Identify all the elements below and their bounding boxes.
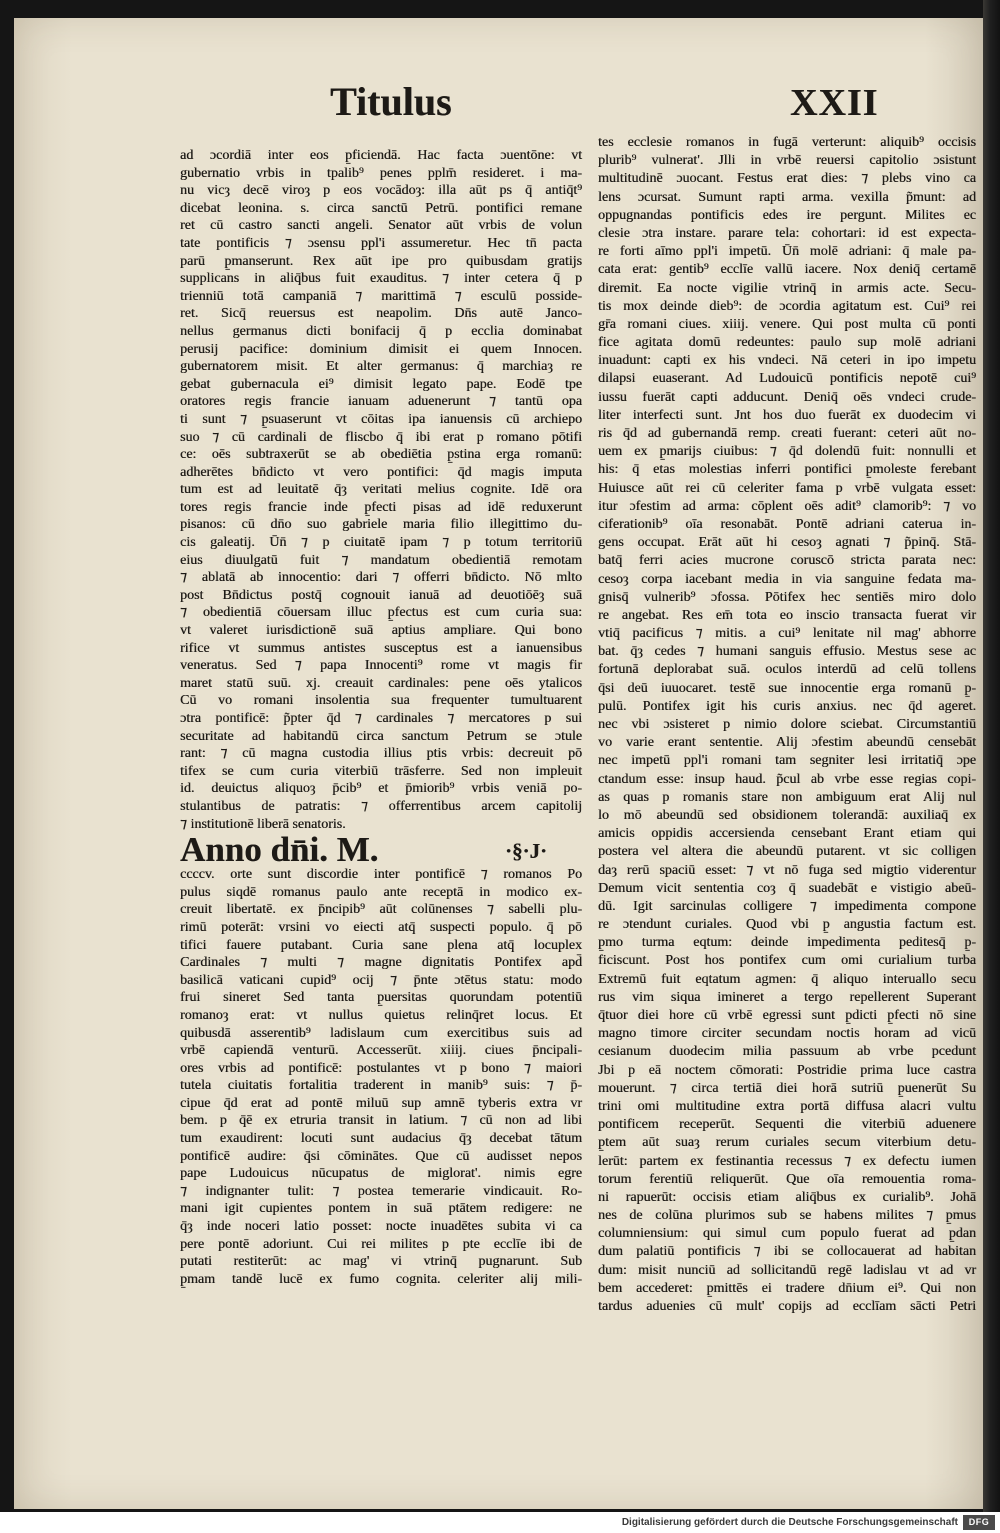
text-line: Cū vo romani insolentia sua frequenter tumultuarent [180, 693, 582, 709]
text-line: liter interfecti sunt. Jnt hos duo fuerāt ex duodecim vi [598, 407, 976, 423]
text-line: rant: ⁊ cū magna custodia illius ptis vrbis: decreuit pō [180, 746, 582, 762]
text-line: tum est ad leuitatē q̄ȝ veritati melius cognite. Idē ora [180, 482, 582, 498]
text-line: amicis oppidis accersienda censebant Erant etiam qui [598, 826, 976, 842]
text-line: tores regis francie inde p̱fecti pisas ad idē reduxerunt [180, 499, 582, 515]
text-line: ores vrbis ad pontificē: postulantes vt p bono ⁊ maiori [180, 1060, 582, 1076]
text-line: plurib⁹ vulnerat'. Jlli in vrbē reuersi capitolio ɔsistunt [598, 153, 976, 169]
text-line: q̄tuor diei hore cū vrbē egressi sunt p̱dicti p̱fecti nō sine [598, 1008, 976, 1023]
text-line: tifex se cum curia viterbiū trāsferre. Sed non impleuit [180, 763, 582, 779]
left-column-text-bottom [180, 866, 582, 1288]
text-line: mouerunt. ⁊ circa tertiā diei horā sutriū p̱uenerūt Su [598, 1080, 976, 1096]
text-line: diremit. Ea nocte vigilie vtrinq̄ in armis acte. Secu- [598, 280, 976, 296]
text-line: dum: misit nunciū ad sollicitandū regē ladislau vt ad vr [598, 1262, 976, 1278]
text-line: tis mox deinde dieb⁹: de ɔcordia agitatum est. Cui⁹ rei [598, 298, 976, 314]
text-line: ce: oēs subtraxerūt se ab obediētia p̱stina erga romanū: [180, 447, 582, 463]
text-line: ⁊ institutionē liberā senatoris. [180, 816, 346, 832]
text-line: dum palatiū pontificis ⁊ ibi se collocauerat ad habitan [598, 1244, 976, 1260]
text-line: perusij pacifice: dominium dimisit ei quem Innocen. [180, 341, 582, 357]
text-line: bem. p q̄ē ex etruria transit in latium. ⁊ cū non ad libi [180, 1113, 582, 1129]
text-line: securitate ad habitandū circa sanctum Petrum se ɔtule [180, 728, 582, 744]
text-line: postera vel altera die abeundū putarent. vt sic colligen [598, 844, 976, 860]
right-column-text [598, 134, 976, 1316]
text-line: cipue q̄d erat ad pontē miluū sup amnē tyberis extra vr [180, 1095, 582, 1111]
text-line: dū. Igit sarcinulas colligere ⁊ impedimenta compone [598, 898, 976, 914]
left-column [180, 147, 582, 1288]
text-line: dicebat leonina. s. circa sanctū Petrū. pontifici remane [180, 200, 582, 216]
text-line: re ɔtendunt curiales. Quod vbi p̱ angustia factum est. [598, 917, 976, 933]
text-line: lo mō abeundū sed obsidionem tolerandā: auxiliaq̄ ex [598, 807, 976, 823]
scan-edge [983, 0, 1000, 1512]
text-line: basilicā vaticani cupid⁹ ocij ⁊ p̄nte ɔtētus statu: modo [180, 972, 582, 988]
text-line: supplicans in aliq̄bus fuit exauditus. ⁊ inter cetera q̄ p [180, 271, 582, 287]
text-line: nes de colūna plurimos sub se habens milites ⁊ p̱mus [598, 1208, 976, 1224]
text-line: fortunā deplorabat suā. oculos interdū ad celū tollens [598, 662, 976, 678]
text-line: trienniū totā campaniā ⁊ marittimā ⁊ esculū posside- [180, 288, 582, 304]
text-line: re angebat. Res em̄ tota eo inscio transacta fuerat vir [598, 607, 976, 623]
section-mark: ·§·J· [505, 839, 548, 864]
text-line: magno timore circiter secundam noctis horam ad vicū [598, 1026, 976, 1042]
text-line: mani igit cupientes pontem in suā ptātem redigere: ne [180, 1201, 582, 1217]
text-line: fice agitata domū redeuntes: paulo sup molē adriani [598, 335, 976, 351]
footer-credit: Digitalisierung gefördert durch die Deutsche Forschungsgemeinschaft [621, 1517, 958, 1528]
dfg-logo: DFG [963, 1515, 995, 1530]
text-line: tate pontificis ⁊ ɔsensu ppl'i assumeretur. Hec tn̄ pacta [180, 235, 582, 251]
text-line: oppugnandas pontificis edes ire pergunt. Milites ec [598, 207, 976, 223]
text-line: gubernatorem misit. Et alter germanus: q̄ marchiaȝ re [180, 359, 582, 375]
text-line: nellus germanus dicti bonifacij q̄ p ecclia dominabat [180, 323, 582, 339]
text-line: gubernatio vrbis in tpalib⁹ penes pplm̄ resideret. i ma- [180, 165, 582, 181]
text-line: quibusdā asserentib⁹ ladislaum cum exercitibus suis ad [180, 1025, 582, 1041]
text-line: adherētes bn̄dicto vt vero pontifici: q̄d magis imputa [180, 464, 582, 480]
text-line: cesoȝ corpa iacebant media in via sanguine fedata ma- [598, 571, 976, 587]
year-heading: Anno dn̄i. M. [180, 830, 379, 870]
text-line: iussu fuerāt capti adducunt. Deniq̄ oēs vndeci crude- [598, 389, 976, 405]
text-line: ciferationib⁹ oīa resonabāt. Pontē adriani caterua in- [598, 516, 976, 532]
text-line: pisanos: cū dn̄o suo gabriele maria filio illegittimo du- [180, 517, 582, 533]
text-line: his: q̄ etas molestias inferri pontifici p̱moleste ferebant [598, 462, 976, 478]
text-line: ficiscunt. Post hos pontifex cum omi curialium turba [598, 953, 976, 969]
text-line: as quas p romanis stare non ambiguum erat Alij nul [598, 789, 976, 805]
left-column-text-top [180, 147, 582, 833]
text-line: daȝ rerū spaciū esset: ⁊ vt nō fuga sed migtio viderentur [598, 862, 976, 878]
text-line: romanoȝ erat: vt nullus quietus relinq̄ret locus. Et [180, 1007, 582, 1023]
text-line: tes ecclesie romanos in fugā verterunt: aliquib⁹ occisis [598, 135, 976, 150]
text-line: p̱mam tandē lucē ex fumo cognita. celeriter alij mili- [180, 1271, 582, 1287]
text-line: nec impetū ppl'i romani tam segniter lesi irritatiq̄ ɔpe [598, 753, 976, 769]
text-line: gnisq̄ vulnerib⁹ ɔfossa. Pōtifex hec sentiēs miro dolo [598, 589, 976, 605]
text-line: ret cū castro sancti angeli. Senator aūt vrbis de volun [180, 218, 582, 234]
text-line: frui sineret Sed tanta p̱uersitas quorundam potentiū [180, 990, 582, 1006]
text-line: eius diuulgatū fuit ⁊ mandatum obedientiā remotam [180, 552, 582, 568]
text-line: tum exaudirent: locuti sunt audacius q̄ȝ decebat tātum [180, 1131, 582, 1147]
text-line: bem accederet: p̱mittēs ei tradere dn̄ium ei⁹. Qui non [598, 1280, 976, 1296]
text-line: lerūt: partem ex festinantia recessus ⁊ ex defectu iumen [598, 1153, 976, 1169]
text-line: batq̄ ferri acies mucrone coruscō stricta parata nec: [598, 553, 976, 569]
text-line: pere pontē adoriunt. Cui rei milites p pte ecclīe ibi de [180, 1236, 582, 1252]
text-line: vt valeret iurisdictionē suā aptius ampliare. Qui bono [180, 623, 582, 639]
text-line: columniensium: qui simul cum populo fuerat ad p̱dan [598, 1226, 976, 1242]
text-line: cis galeatij. Ūn̄ ⁊ p ciuitatē ipam ⁊ p totum territoriū [180, 535, 582, 551]
text-line: dilapsi euaserant. Ad Ludouicū pontificis nepotē cui⁹ [598, 371, 976, 387]
text-line: pulū. Pontifex igit his curis anxius. nec q̄d ageret. [598, 698, 976, 714]
text-line: Demum vicit sententia coȝ q̄ suadebāt e vistigio abeū- [598, 880, 976, 896]
text-line: ni rapuerūt: occisis etiam aliq̄bus ex curialib⁹. Johā [598, 1189, 976, 1205]
text-line: ⁊ indignanter tulit: ⁊ postea temerarie vindicauit. Ro- [180, 1183, 582, 1199]
text-line: pontificē audire: q̄si cōminātes. Que cū audisset nepos [180, 1148, 582, 1164]
text-line: Cardinales ⁊ multi ⁊ magne dignitatis Pontifex apd̄ [180, 955, 582, 971]
text-line: clesie ɔtra instare. parare tela: cohortari: id est expecta- [598, 225, 976, 241]
text-line: veneratus. Sed ⁊ papa Innocenti⁹ rome vt magis fir [180, 658, 582, 674]
text-line: rimū poterāt: vrsini vo eiecti atq̄ suspecti populo. q̄ pō [180, 919, 582, 935]
text-line: lens ɔcursat. Sumunt rapti arma. vexilla p̃munt: ad [598, 189, 976, 205]
text-line: multitudinē ɔuocant. Festus erat dies: ⁊ plebs vino ca [598, 171, 976, 187]
text-line: vtiq̄ pacificus ⁊ mitis. a cui⁹ lenitate nil mag' abhorre [598, 626, 976, 642]
right-column [598, 134, 976, 1316]
text-line: ɔtra pontificē: p̃pter q̄d ⁊ cardinales ⁊ mercatores p sui [180, 711, 582, 726]
text-line: ⁊ ablatā ab innocentio: dari ⁊ offerri bn̄dicto. Nō mlto [180, 570, 582, 586]
text-line: itur ɔfestim ad arma: cōplent oēs adit⁹ clamorib⁹: ⁊ vo [598, 498, 976, 514]
text-line: q̄ȝ inde noceri latio posset: nocte inuadētes subita vi ca [180, 1219, 582, 1235]
footer-bar [0, 1512, 1000, 1533]
text-line: gebat gubernacula ei⁹ dimisit legato pape. Eodē tpe [180, 376, 582, 392]
folio-number: XXII [790, 82, 879, 124]
text-line: oratores regis francie ianuam aduenerunt ⁊ tantū opa [180, 394, 582, 410]
text-line: ad ɔcordiā inter eos p̱ficiendā. Hac facta ɔuentōne: vt [180, 148, 582, 163]
text-line: torum ferentiū reliquerūt. Que oīa remouentia roma- [598, 1171, 976, 1187]
text-line: inuadunt: capti ex his vndeci. Nā ceteri in ipo impetu [598, 353, 976, 369]
text-line: gr̄a romani ciues. xiiij. venere. Qui post multa cū ponti [598, 316, 976, 332]
text-line: Huiusce aūt rei cū celeriter fama p vrbē vulgata esset: [598, 480, 976, 496]
text-line: ccccv. orte sunt discordie inter pontificē ⁊ romanos Po [180, 867, 582, 883]
text-line: tutela ciuitatis fortalitia traderent in manib⁹ suis: ⁊ p̄- [180, 1078, 582, 1094]
text-line: maret statū suū. xj. creauit cardinales: pene oēs ytalicos [180, 675, 582, 691]
page-header-title: Titulus [330, 79, 452, 124]
text-line: p̱mo turma eqtum: deinde impedimenta peditesq̄ p̱- [598, 935, 976, 951]
text-line: pulus siqdē romanus paulo ante receptā in modico ex- [180, 884, 582, 900]
text-line: creuit libertatē. ex p̄ncipib⁹ aūt colūnenses ⁊ sabelli plu- [180, 902, 582, 918]
text-line: stulantibus de patratis: ⁊ offerrentibus arcem capitolij [180, 798, 582, 814]
text-line: post Bn̄dictus postq̄ cognouit ianuā ad deuotiōēȝ suā [180, 587, 582, 603]
text-line: Extremū fuit eqtatum agmen: q̄ aliquo interuallo secu [598, 971, 976, 987]
text-line: nec vbi ɔsisteret p nimio dolore sciebat. Circumstantiū [598, 717, 976, 732]
text-line: ret. Sicq̄ reuersus est neapolim. Dn̄s autē Janco- [180, 306, 582, 322]
text-line: cata erat: gentib⁹ ecclīe vallū iacere. Nox deniq̄ certamē [598, 262, 976, 278]
text-line: nu vicȝ decē viroȝ p eos vocādoȝ: illa aūt ps q̄ antiq̄t⁹ [180, 183, 582, 199]
text-line: gens occupat. Erāt aūt hi cesoȝ agnati ⁊ p̃pinq̄. Stā- [598, 535, 976, 551]
text-line: re forti aīmo ppl'i impetū. Ūn̄ molē adriani: q̄ male pa- [598, 244, 976, 260]
text-line: q̄si deū iuuocaret. testē sue innocentie erga romanū p̱- [598, 680, 976, 696]
text-line: tifici fauere putabant. Curia sane plena atq̄ locuplex [180, 937, 582, 953]
text-line: parū p̱manserunt. Rex aūt ipe pro quibusdam gratijs [180, 253, 582, 269]
text-line: rus vim siqua imineret a tergo repellerent Superant [598, 989, 976, 1005]
text-line: bat. q̄ȝ cedes ⁊ humani sanguis effusio. Mestus sese ac [598, 644, 976, 660]
text-line: Jbi p eā noctem cōmorati: Postridie prima luce castra [598, 1062, 976, 1078]
text-line: suo ⁊ cū cardinali de fliscbo q̄ ibi erat p romano pōtifi [180, 429, 582, 445]
text-line: trini omi multitudine extra portā diffusa alacri vultu [598, 1098, 976, 1114]
text-line: ctandum esse: insup haud. p̃cul ab vrbe esse regias copi- [598, 771, 976, 787]
text-line: pontificem receperūt. Sequenti die viterbiū aduenere [598, 1117, 976, 1133]
text-line: id. deuictus aliquoȝ p̄cib⁹ et p̄miorib⁹ vrbis veniā po- [180, 781, 582, 797]
text-line: p̱tem aūt suaȝ rerum curiales secum viterbium detu- [598, 1135, 976, 1151]
text-line: ris q̄d ad gubernandā remp. creati fuerant: ceteri aūt no- [598, 426, 976, 441]
text-line: cesianum duodecim milia passuum ab vrbe pcedunt [598, 1044, 976, 1060]
text-line: uem ex p̱marijs ciuibus: ⁊ q̄d dolendū fuit: nonnulli et [598, 444, 976, 460]
text-line: ti sunt ⁊ p̱suaserunt vt cōitas ipa ianuensis cū archiepo [180, 411, 582, 427]
text-line: putati restiterūt: ac mag' vi vtrinq̄ pugnarunt. Sub [180, 1254, 582, 1270]
text-line: vo varie erant sententie. Alij ɔfestim abeundū censebāt [598, 735, 976, 751]
year-heading-row [180, 830, 582, 870]
text-line: pape Ludouicus nūcupatus de miglorat'. nimis egre [180, 1166, 582, 1182]
text-line: ⁊ obedientiā cōuersam illuc p̱fectus est cum curia sua: [180, 605, 582, 621]
text-line: tardus aduenies cū mult' copijs ad ecclīam sācti Petri [598, 1299, 976, 1314]
text-line: rifice vt summus antistes susceptus est a ianuensibus [180, 640, 582, 656]
text-line: vrbē capiendā venturū. Accesserūt. xiiij. ciues p̄ncipali- [180, 1043, 582, 1059]
